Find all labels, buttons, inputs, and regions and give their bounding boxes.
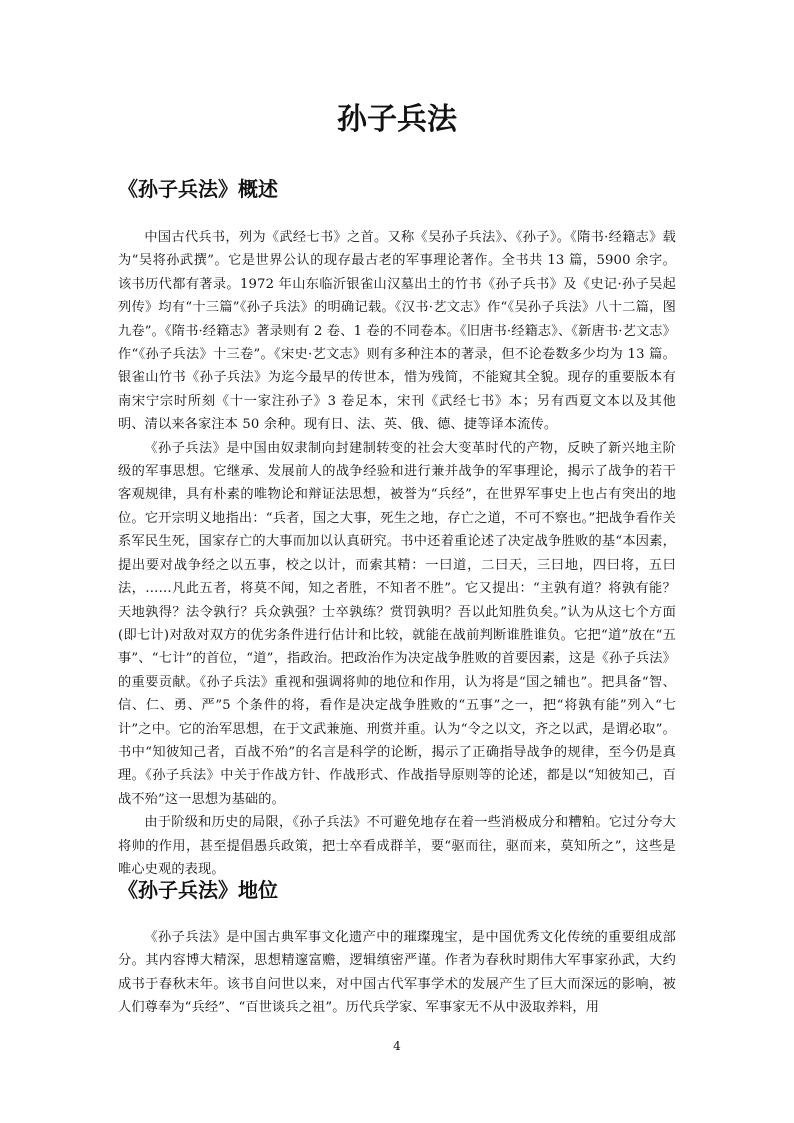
paragraph: 《孙子兵法》是中国古典军事文化遗产中的璀璨瑰宝，是中国优秀文化传统的重要组成部分。其内容博大精深，思想精邃富赡，逻辑缜密严谨。作者为春秋时期伟大军事家孙武，大约成书于春秋末年。该书自问世以来，对中国古代军事学术的发展产生了巨大而深远的影响，被人们尊奉为“兵经”、“百世谈兵之祖”。历代兵学家、军事家无不从中汲取养料，用	[118, 930, 676, 1016]
paragraph: 《孙子兵法》是中国由奴隶制向封建制转变的社会大变革时代的产物，反映了新兴地主阶级的军事思想。它继承、发展前人的战争经验和进行兼并战争的军事理论，揭示了战争的若干客观规律，具有朴素的唯物论和辩证法思想，被誉为“兵经”，在世界军事史上也占有突出的地位。它开宗明义地指出：“兵者，国之大事，死生之地，存亡之道，不可不察也。”把战争看作关系军民生死，国家存亡的大事而加以认真研究。书中还着重论述了决定战争胜败的基“本因素，提出要对战争经之以五事，校之以计，而索其精：一曰道，二曰天，三曰地，四曰将，五曰法，……凡此五者，将莫不闻，知之者胜，不知者不胜”。它又提出：“主孰有道？将孰有能？天地孰得？法令孰行？兵众孰强？士卒孰练？赏罚孰明？吾以此知胜负矣。”认为从这七个方面(即七计)对敌对双方的优劣条件进行估计和比较，就能在战前判断谁胜谁负。它把“道”放在“五事”、“七计”的首位，“道”，指政治。把政治作为决定战争胜败的首要因素，这是《孙子兵法》的重要贡献。《孙子兵法》重视和强调将帅的地位和作用，认为将是“国之辅也”。把具备“智、信、仁、勇、严”5 个条件的将，看作是决定战争胜败的“五事”之一，把“将孰有能”列入“七计”之中。它的治军思想，在于文武兼施、刑赏并重。认为“令之以文，齐之以武，是谓必取”。书中“知彼知己者，百战不殆”的名言是科学的论断，揭示了正确指导战争的规律，至今仍是真理。《孙子兵法》中关于作战方针、作战形式、作战指导原则等的论述，都是以“知彼知己，百战不殆”这一思想为基础的。	[118, 440, 676, 807]
section-heading-status: 《孙子兵法》地位	[118, 878, 278, 902]
section-body-status	[118, 926, 676, 1020]
paragraph: 由于阶级和历史的局限，《孙子兵法》不可避免地存在着一些消极成分和糟粕。它过分夸大将帅的作用，甚至提倡愚兵政策，把士卒看成群羊，要“驱而往，驱而来，莫知所之”，这些是唯心史观的表现。	[118, 815, 676, 877]
page-title: 孙子兵法	[337, 102, 457, 137]
section-body-overview	[118, 226, 676, 881]
section-heading-overview: 《孙子兵法》概述	[118, 177, 278, 201]
page-number: 4	[393, 1039, 401, 1053]
paragraph: 中国古代兵书，列为《武经七书》之首。又称《吴孙子兵法》、《孙子》。《隋书·经籍志》载为“吴将孙武撰”。它是世界公认的现存最古老的军事理论著作。全书共 13 篇，5900 余字。该书历代都有著录。1972 年山东临沂银雀山汉墓出土的竹书《孙子兵书》及《史记·孙子吴起列传》均有“十三篇”《孙子兵法》的明确记载。《汉书·艺文志》作“《吴孙子兵法》八十二篇，图九卷”。《隋书·经籍志》著录则有 2 卷、1 卷的不同卷本。《旧唐书·经籍志》、《新唐书·艺文志》作“《孙子兵法》十三卷”。《宋史·艺文志》则有多种注本的著录，但不论卷数多少均为 13 篇。银雀山竹书《孙子兵法》为迄今最早的传世本，惜为残简，不能窥其全貌。现存的重要版本有南宋宁宗时所刻《十一家注孙子》3 卷足本，宋刊《武经七书》本；另有西夏文本以及其他明、清以来各家注本 50 余种。现有日、法、英、俄、德、捷等译本流传。	[118, 230, 676, 433]
